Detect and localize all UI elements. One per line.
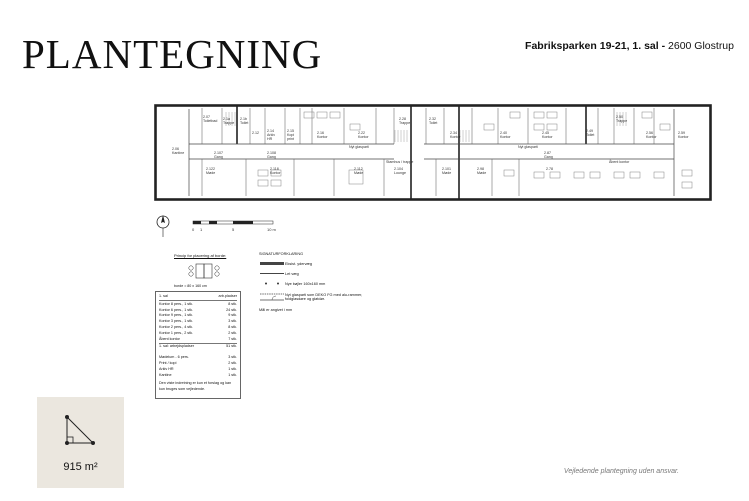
- room-label: 2.49 Toilet: [586, 129, 595, 137]
- room-label: 2.112 Møde: [354, 167, 364, 175]
- room-label: 2.108 Gang: [267, 151, 276, 159]
- room-label: 2.16 Kontor: [317, 131, 328, 139]
- row-label: Kontor 8 pers., 1 stk.: [159, 301, 194, 306]
- row-label: Kontor 6 pers., 1 stk.: [159, 307, 194, 312]
- table-row: [159, 337, 237, 343]
- room-label: 2.87 Gang: [544, 151, 553, 159]
- room-label: 2.107 Gang: [214, 151, 223, 159]
- room-label: 2.22 Kontor: [358, 131, 369, 139]
- address: [525, 40, 734, 52]
- area-box: [37, 397, 124, 488]
- north-arrow-icon: [156, 213, 170, 241]
- row-value: 24 stk.: [226, 307, 237, 312]
- row-label: Kontor 3 pers., 1 stk.: [159, 319, 194, 324]
- table-header: [159, 294, 237, 301]
- row-value: 2 stk.: [228, 360, 237, 365]
- scale-tick: 0: [192, 227, 195, 232]
- misc-label: Nyt glasparti: [518, 145, 538, 149]
- legend-label: Mål er angivet i mm: [259, 308, 293, 312]
- row-label: Åbent kontor: [159, 336, 180, 341]
- room-label: 2.34 Kontor: [450, 131, 461, 139]
- row-label: Kontor 1 pers., 2 stk.: [159, 330, 194, 335]
- room-label: 2.78: [546, 167, 553, 171]
- page-title: PLANTEGNING: [22, 31, 323, 77]
- desk-diagram-icon: [182, 260, 228, 284]
- room-label: 2.59 Kontor: [678, 131, 689, 139]
- floor-plan: [154, 104, 712, 201]
- room-label: 2.12: [252, 131, 259, 135]
- row-value: 1 stk.: [228, 366, 237, 371]
- row-value: 8 stk.: [228, 301, 237, 306]
- room-label: 2.14 Arkiv HR: [267, 129, 275, 141]
- header-value: arb.pladser: [218, 294, 237, 298]
- room-label: 2.98 Møde: [477, 167, 487, 175]
- room-label: 2.15 Kopi print: [287, 129, 295, 141]
- room-label: 2.104 Lounge: [394, 167, 406, 175]
- room-label: 2.122 Møde: [206, 167, 216, 175]
- misc-label: Nyt glasparti: [349, 145, 369, 149]
- legend-item: [259, 261, 379, 266]
- light-wall-symbol-icon: [260, 271, 284, 276]
- room-label: 2.40 Kontor: [500, 131, 511, 139]
- thick-wall-symbol-icon: [260, 261, 284, 266]
- scale-tick: 10 m: [267, 227, 276, 232]
- table-sum-row: [159, 343, 237, 350]
- sum-label: 1. sal: arbejdspladser: [159, 344, 195, 349]
- legend-item: [259, 291, 379, 303]
- room-label: 2.32 Toilet: [429, 117, 438, 125]
- room-label: 2.56 Kontor: [646, 131, 657, 139]
- row-value: 1 stk.: [228, 372, 237, 377]
- legend-item: [259, 271, 379, 276]
- row-label: Arkiv HR: [159, 366, 174, 371]
- seating-table: [155, 291, 241, 399]
- desk-principle-caption: Princip for placering af borde:: [174, 253, 227, 258]
- row-value: 8 stk.: [228, 324, 237, 329]
- sum-value: 51 stk.: [226, 344, 237, 349]
- scale-tick: 5: [232, 227, 235, 232]
- disclaimer: Vejledende plantegning uden ansvar.: [563, 468, 679, 475]
- room-label: 2.118 Kontor: [270, 167, 281, 175]
- row-label: Kantine: [159, 372, 172, 377]
- row-label: Kontor 9 pers., 1 stk.: [159, 313, 194, 318]
- glass-partition-symbol-icon: [260, 291, 284, 303]
- room-label: 2.45 Kontor: [542, 131, 553, 139]
- legend-item: [259, 308, 379, 312]
- room-label: 2.28 Trappe: [399, 117, 411, 125]
- room-label: 2.101 Møde: [442, 167, 452, 175]
- room-label: 2.50 Trappe: [616, 115, 628, 123]
- row-value: 2 stk.: [228, 330, 237, 335]
- bracket-symbol-icon: [260, 281, 284, 286]
- desk-size: borde = 80 x 160 cm: [174, 284, 207, 288]
- legend-label: Nye bøjler 160x160 mm: [285, 281, 326, 286]
- area-value: 915 m²: [63, 461, 98, 473]
- row-label: Kontor 2 pers., 4 stk.: [159, 324, 194, 329]
- table-note: Den viste indretning er kun et forslag og kan kun bruges som vejledende.: [159, 381, 232, 391]
- table-row: [159, 373, 237, 379]
- room-label: 2.06 Kantine: [172, 147, 185, 155]
- row-label: Mødelum - 6 pers.: [159, 355, 189, 360]
- header-label: 1. sal: [159, 294, 168, 298]
- room-label: 2.1b Toilet: [240, 117, 249, 125]
- legend: [259, 252, 379, 312]
- room-label: 2.07 Toiletbad: [203, 115, 218, 123]
- legend-title: SIGNATURFORKLARING: [259, 252, 304, 256]
- row-value: 9 stk.: [228, 313, 237, 318]
- misc-label: Stamhus / trappe: [386, 160, 414, 164]
- scale-tick: 1: [200, 227, 203, 232]
- legend-label: Let væg: [285, 271, 299, 276]
- legend-item: [259, 281, 379, 286]
- triangle-ruler-icon: [61, 413, 101, 449]
- row-value: 3 stk.: [228, 355, 237, 360]
- desk-principle: [174, 253, 244, 288]
- row-value: 7 stk.: [228, 336, 237, 341]
- room-label: 2.1a Trappe: [223, 117, 235, 125]
- misc-label: Åbent kontor: [609, 160, 630, 164]
- scale-bar: [193, 218, 283, 234]
- row-label: Print / kopi: [159, 360, 177, 365]
- legend-label: Eksist. ydervæg: [285, 261, 313, 266]
- legend-label: Nyt glasparti som DEKO FG med alu-rammer, foldglasdøre og glatdør.: [285, 293, 363, 301]
- address-city: 2600 Glostrup: [668, 40, 734, 52]
- address-street: Fabriksparken 19-21, 1. sal -: [525, 40, 666, 52]
- row-value: 3 stk.: [228, 319, 237, 324]
